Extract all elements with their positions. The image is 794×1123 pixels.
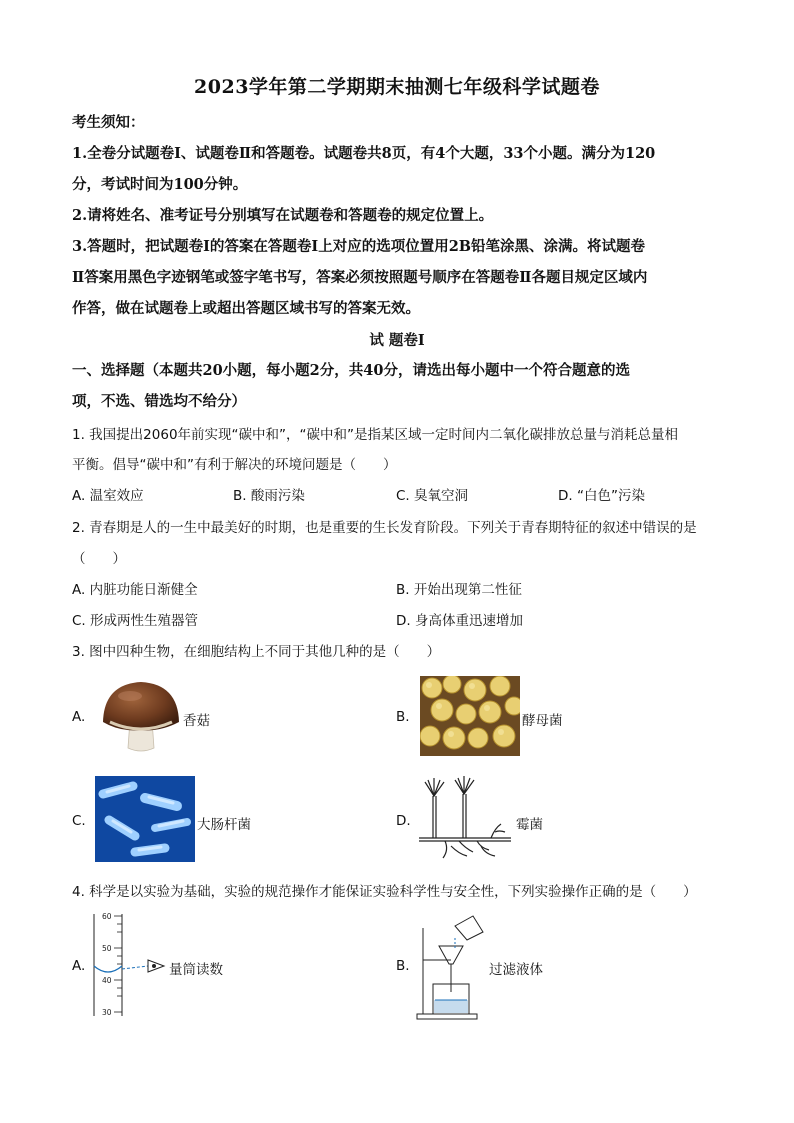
notice-heading: 考生须知：	[72, 114, 145, 131]
question-2-text-cont: （ ）	[72, 551, 126, 567]
question-2-option-d[interactable]: D. 身高体重迅速增加	[396, 613, 523, 629]
notice-item-3-cont1: Ⅱ答案用黑色字迹钢笔或签字笔书写，答案必须按照题号顺序在答题卷Ⅱ各题目规定区域内	[72, 269, 648, 286]
question-2-option-a[interactable]: A. 内脏功能日渐健全	[72, 582, 198, 598]
notice-item-1: 1.全卷分试题卷Ⅰ、试题卷Ⅱ和答题卷。试题卷共8页，有4个大题，33个小题。满分为120	[72, 145, 656, 162]
question-4-option-b[interactable]: B.	[396, 958, 410, 974]
question-3-option-a[interactable]: A.	[72, 709, 86, 725]
notice-item-1-cont: 分，考试时间为100分钟。	[72, 176, 248, 193]
question-3-caption-b: 酵母菌	[522, 713, 563, 729]
scale-label-40: 40	[102, 976, 112, 985]
section-title: 试 题卷Ⅰ	[369, 332, 425, 349]
mold-image	[415, 776, 515, 862]
page-title: 2023学年第二学期期末抽测七年级科学试题卷	[194, 76, 600, 98]
question-3-caption-c: 大肠杆菌	[197, 817, 251, 833]
notice-item-2: 2.请将姓名、准考证号分别填写在试题卷和答题卷的规定位置上。	[72, 207, 494, 224]
scale-label-30: 30	[102, 1008, 112, 1017]
filtration-setup-image	[415, 908, 485, 1020]
mushroom-image	[100, 678, 182, 756]
question-3-caption-a: 香菇	[183, 713, 210, 729]
question-1-option-b[interactable]: B. 酸雨污染	[233, 488, 305, 504]
question-3-option-d[interactable]: D.	[396, 813, 411, 829]
scale-label-50: 50	[102, 944, 112, 953]
question-1-option-a[interactable]: A. 温室效应	[72, 488, 144, 504]
question-3-option-c[interactable]: C.	[72, 813, 86, 829]
question-3-text: 3. 图中四种生物，在细胞结构上不同于其他几种的是（ ）	[72, 644, 441, 660]
question-2-option-c[interactable]: C. 形成两性生殖器管	[72, 613, 199, 629]
question-3-option-b[interactable]: B.	[396, 709, 410, 725]
question-4-caption-a: 量筒读数	[169, 962, 223, 978]
e-coli-image	[95, 776, 195, 862]
question-2-option-b[interactable]: B. 开始出现第二性征	[396, 582, 522, 598]
part1-heading-cont: 项，不选、错选均不给分）	[72, 393, 246, 410]
question-4-option-a[interactable]: A.	[72, 958, 86, 974]
question-3-caption-d: 霉菌	[516, 817, 543, 833]
notice-item-3-cont2: 作答，做在试题卷上或超出答题区域书写的答案无效。	[72, 300, 420, 317]
question-1-text-cont: 平衡。倡导“碳中和”有利于解决的环境问题是（ ）	[72, 457, 397, 473]
question-1-option-c[interactable]: C. 臭氧空洞	[396, 488, 469, 504]
question-1-text: 1. 我国提出2060年前实现“碳中和”，“碳中和”是指某区域一定时间内二氧化碳排放总量与消耗总量相	[72, 427, 679, 443]
yeast-image	[420, 676, 520, 756]
notice-item-3: 3.答题时，把试题卷Ⅰ的答案在答题卷Ⅰ上对应的选项位置用2B铅笔涂黑、涂满。将试题卷	[72, 238, 646, 255]
question-4-text: 4. 科学是以实验为基础，实验的规范操作才能保证实验科学性与安全性，下列实验操作正确的是（ ）	[72, 884, 697, 900]
graduated-cylinder-image	[90, 908, 170, 1020]
question-2-text: 2. 青春期是人的一生中最美好的时期，也是重要的生长发育阶段。下列关于青春期特征的叙述中错误的是	[72, 520, 697, 536]
scale-label-60: 60	[102, 912, 112, 921]
question-1-option-d[interactable]: D. “白色”污染	[558, 488, 645, 504]
part1-heading: 一、选择题（本题共20小题，每小题2分，共40分，请选出每小题中一个符合题意的选	[72, 362, 630, 379]
question-4-caption-b: 过滤液体	[489, 962, 543, 978]
